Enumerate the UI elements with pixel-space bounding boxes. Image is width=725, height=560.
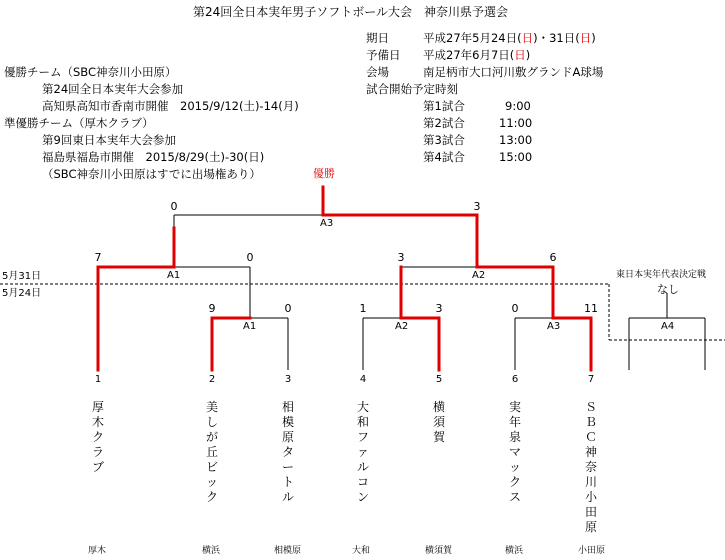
weekday-sunday: 日	[521, 31, 534, 45]
first-2-match-label: A2	[395, 321, 409, 332]
champion-line: 優勝チーム（SBC神奈川小田原）	[4, 65, 177, 79]
first-1-score-left: 9	[208, 302, 216, 315]
reserve-date-label: 予備日	[366, 48, 401, 62]
first-2-score-left: 1	[359, 302, 367, 315]
date-label: 期日	[366, 31, 389, 45]
team-3-name: 相 模 原 タ ー ト ル	[281, 400, 294, 504]
venue-value: 南足柄市大口河川敷グランドA球場	[423, 65, 604, 79]
team-3-number: 3	[284, 374, 292, 385]
team-5-region: 横須賀	[425, 546, 453, 556]
reserve-date-value: 平成27年6月7日(日)	[423, 48, 531, 62]
match-2-time: 11:00	[499, 116, 533, 130]
team-6-region: 横浜	[505, 546, 524, 556]
match-2-label: 第2試合	[423, 116, 465, 130]
team-5-name: 横 須 賀	[432, 400, 445, 444]
team-2-name: 美 し が 丘 ビ ッ ク	[205, 400, 218, 504]
qualification-note: （SBC神奈川小田原はすでに出場権あり）	[42, 167, 261, 181]
first-4-match-label: A4	[661, 321, 675, 332]
final-score-right: 3	[473, 200, 481, 213]
first-2-score-right: 3	[435, 302, 443, 315]
runnerup-line: 準優勝チーム（厚木クラブ）	[4, 116, 154, 130]
semi-1-match-label: A1	[167, 270, 181, 281]
date-lower-label: 5月24日	[2, 288, 42, 299]
match-3-time: 13:00	[499, 133, 533, 147]
team-1-region: 厚木	[88, 546, 107, 556]
page-title: 第24回全日本実年男子ソフトボール大会 神奈川県予選会	[193, 5, 509, 19]
semi-2-score-right: 6	[549, 251, 557, 264]
semi-1-score-right: 0	[246, 251, 254, 264]
team-7-number: 7	[587, 374, 595, 385]
team-6-name: 実 年 泉 マ ッ ク ス	[508, 400, 521, 504]
team-6-number: 6	[511, 374, 519, 385]
champion-event: 第24回全日本実年大会参加	[42, 82, 184, 96]
team-3-region: 相模原	[274, 546, 302, 556]
team-1-name: 厚 木 ク ラ ブ	[91, 400, 104, 474]
team-4-number: 4	[359, 374, 367, 385]
runnerup-venue: 福島県福島市開催 2015/8/29(土)-30(日)	[42, 150, 265, 164]
match-1-label: 第1試合	[423, 99, 465, 113]
date-upper-label: 5月31日	[2, 271, 42, 282]
team-2-region: 横浜	[202, 546, 221, 556]
team-2-number: 2	[208, 374, 216, 385]
times-header: 試合開始予定時刻	[366, 82, 458, 96]
team-7-name: Ｓ Ｂ Ｃ 神 奈 川 小 田 原	[584, 400, 597, 534]
final-score-left: 0	[170, 200, 178, 213]
weekday-sunday: 日	[579, 31, 592, 45]
match-3-label: 第3試合	[423, 133, 465, 147]
first-3-match-label: A3	[547, 321, 561, 332]
team-4-name: 大 和 フ ァ ル コ ン	[356, 400, 369, 504]
venue-label: 会場	[366, 65, 389, 79]
side-event-none: なし	[657, 283, 679, 296]
first-3-score-left: 0	[511, 302, 519, 315]
team-7-region: 小田原	[578, 546, 606, 556]
first-3-score-right: 11	[584, 302, 598, 315]
first-1-match-label: A1	[243, 321, 257, 332]
champion-venue: 高知県高知市香南市開催 2015/9/12(土)-14(月)	[42, 99, 299, 113]
final-match-label: A3	[320, 218, 334, 229]
semi-1-score-left: 7	[94, 251, 102, 264]
match-4-time: 15:00	[499, 150, 533, 164]
match-1-time: 9:00	[505, 99, 531, 113]
team-4-region: 大和	[352, 546, 371, 556]
date-value: 平成27年5月24日(日)・31日(日)	[423, 31, 596, 45]
semi-2-match-label: A2	[472, 270, 486, 281]
team-1-number: 1	[94, 374, 102, 385]
match-4-label: 第4試合	[423, 150, 465, 164]
champion-label: 優勝	[313, 167, 335, 180]
first-1-score-right: 0	[284, 302, 292, 315]
semi-2-score-left: 3	[397, 251, 405, 264]
team-5-number: 5	[435, 374, 443, 385]
runnerup-event: 第9回東日本実年大会参加	[42, 133, 176, 147]
side-event-label: 東日本実年代表決定戦	[616, 270, 707, 280]
weekday-sunday: 日	[514, 48, 526, 62]
